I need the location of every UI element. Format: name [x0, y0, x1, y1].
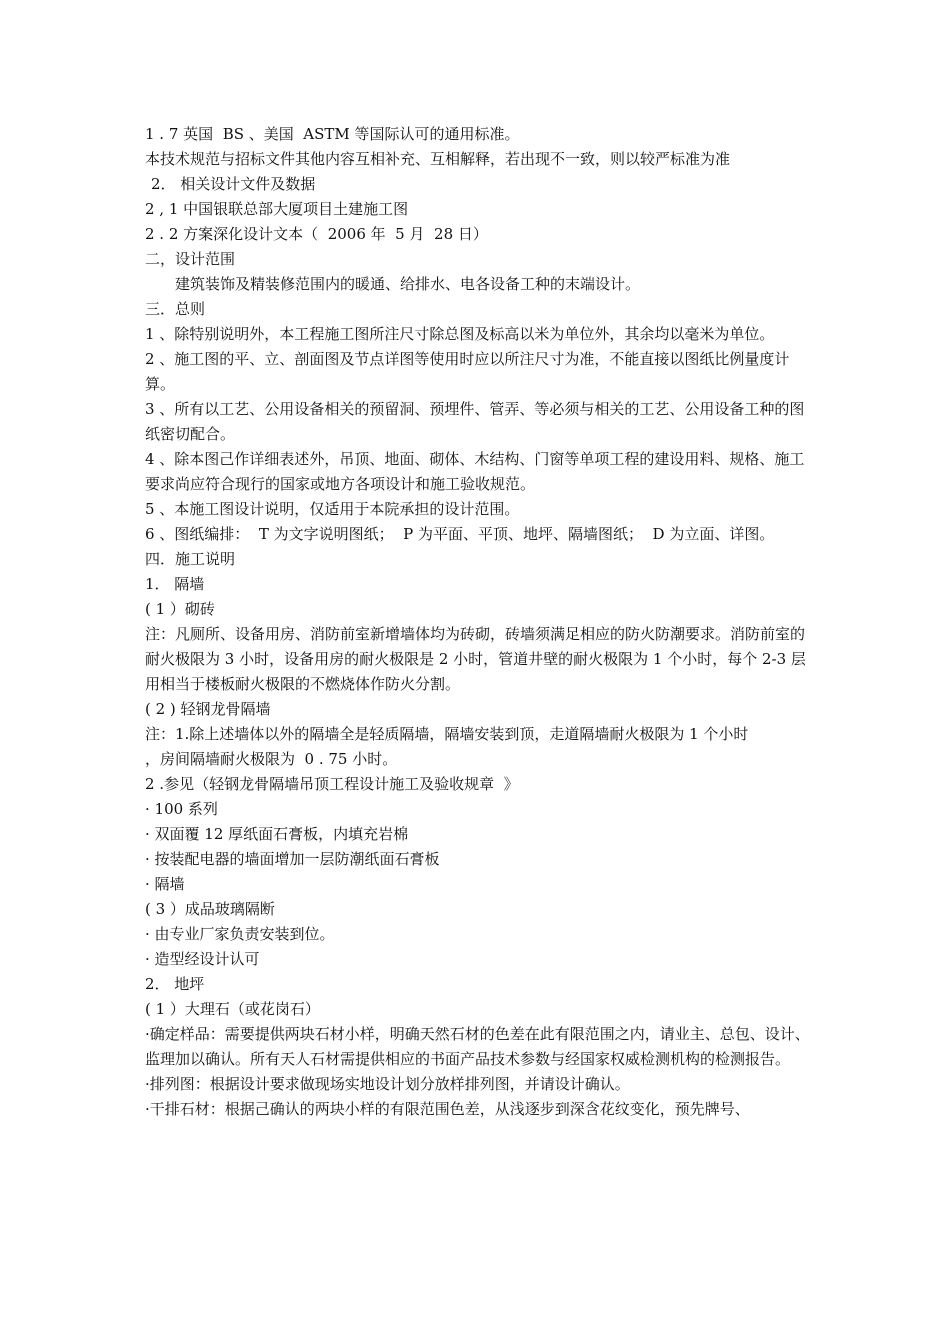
text-line: 2 . 2 方案深化设计文本（ 2006 年 5 月 28 日）: [145, 225, 488, 243]
document-body: [145, 122, 817, 1122]
paragraph: 建筑装饰及精装修范围内的暖通、给排水、电各设备工种的末端设计。: [175, 275, 641, 293]
bullet-item: · 造型经设计认可: [145, 950, 260, 968]
bullet-item: · 双面覆 12 厚纸面石膏板，内填充岩棉: [145, 825, 409, 843]
section-heading: 2． 相关设计文件及数据: [151, 175, 316, 193]
bullet-item: · 100 系列: [145, 800, 218, 818]
text-line: 2 , 1 中国银联总部大厦项目土建施工图: [145, 200, 409, 218]
bullet-paragraph: ·确定样品：需要提供两块石材小样，明确天然石材的色差在此有限范围之内，请业主、总包、设计、监理加以确认。所有天人石材需提供相应的书面产品技术参数与经国家权威检测机构的检测报告。: [145, 1025, 810, 1068]
paragraph: 注：凡厕所、设备用房、消防前室新增墙体均为砖砌，砖墙须满足相应的防火防潮要求。消防前室的耐火极限为 3 小时，设备用房的耐火极限是 2 小时，管道井壁的耐火极限为 1 个小时，每个 2-3 层用相当于楼板耐火极限的不燃烧体作防火分割。: [145, 625, 806, 693]
section-heading: 四．施工说明: [145, 550, 236, 568]
subsection-heading: 1． 隔墙: [145, 575, 205, 593]
paragraph: 6 、图纸编排： T 为文字说明图纸； P 为平面、平顶、地坪、隔墙图纸； D 为立面、详图。: [145, 525, 775, 543]
bullet-paragraph: ·干排石材：根据己确认的两块小样的有限范围色差，从浅逐步到深含花纹变化，预先牌号、: [145, 1100, 750, 1118]
item-heading: ( 2 ) 轻钢龙骨隔墙: [145, 700, 271, 718]
text-line: 2 .参见（轻钢龙骨隔墙吊顶工程设计施工及验收规章 》: [145, 775, 519, 793]
bullet-item: · 由专业厂家负责安装到位。: [145, 925, 335, 943]
text-line: 本技术规范与招标文件其他内容互相补充、互相解释，若出现不一致，则以较严标准为准: [145, 150, 731, 168]
text-line: 1 . 7 英国 BS 、美国 ASTM 等国际认可的通用标准。: [145, 125, 520, 143]
subsection-heading: 2． 地坪: [145, 975, 205, 993]
item-heading: ( 1 ）砌砖: [145, 600, 215, 618]
item-heading: ( 3 ）成品玻璃隔断: [145, 900, 275, 918]
bullet-paragraph: ·排列图：根据设计要求做现场实地设计划分放样排列图，并请设计确认。: [145, 1075, 630, 1093]
bullet-item: · 隔墙: [145, 875, 185, 893]
paragraph: 4 、除本图己作详细表述外，吊顶、地面、砌体、木结构、门窗等单项工程的建设用料、规格、施工要求尚应符合现行的国家或地方各项设计和施工验收规范。: [145, 450, 805, 493]
paragraph: 注：1.除上述墙体以外的隔墙全是轻质隔墙，隔墙安装到顶，走道隔墙耐火极限为 1 个小时: [145, 725, 749, 743]
section-heading: 二，设计范围: [145, 250, 236, 268]
paragraph: 5 、本施工图设计说明，仅适用于本院承担的设计范围。: [145, 500, 520, 518]
text-line: ，房间隔墙耐火极限为 0 . 75 小时。: [145, 750, 398, 768]
bullet-item: · 按装配电器的墙面增加一层防潮纸面石膏板: [145, 850, 440, 868]
section-heading: 三．总则: [145, 300, 206, 318]
paragraph: 3 、所有以工艺、公用设备相关的预留洞、预埋件、管弄、等必须与相关的工艺、公用设备工种的图纸密切配合。: [145, 400, 805, 443]
paragraph: 1 、除特别说明外，本工程施工图所注尺寸除总图及标高以米为单位外，其余均以毫米为单位。: [145, 325, 775, 343]
item-heading: ( 1 ）大理石（或花岗石）: [145, 1000, 320, 1018]
paragraph: 2 、施工图的平、立、剖面图及节点详图等使用时应以所注尺寸为准，不能直接以图纸比例量度计算。: [145, 350, 790, 393]
